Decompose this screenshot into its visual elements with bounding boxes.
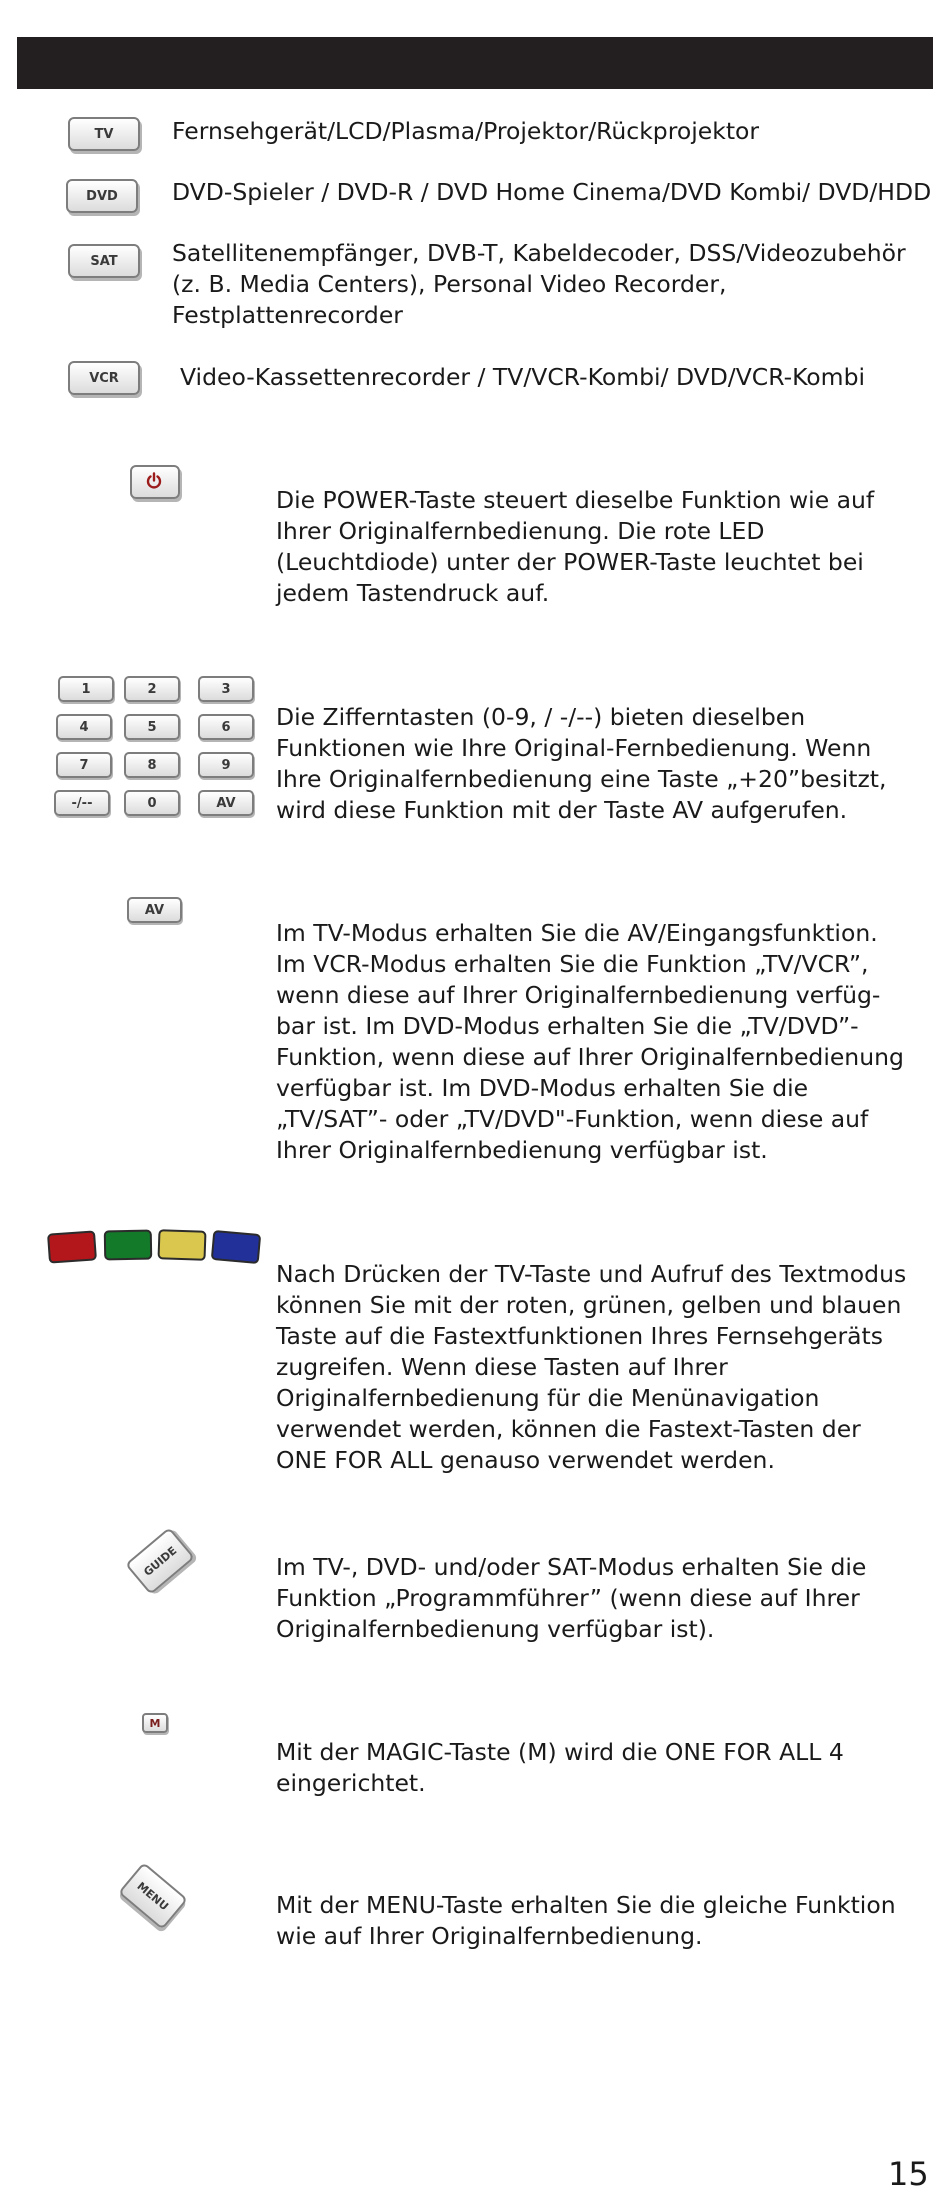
- sat-mode-description: Satellitenempfänger, DVB-T, Kabeldecoder, DSS/Videozubehör (z. B. Media Centers), Personal Video Recorder, Festplattenrecorder: [172, 239, 906, 329]
- fastext-yellow-button: [157, 1229, 206, 1261]
- power-button: [130, 465, 180, 499]
- dvd-mode-description: DVD-Spieler / DVD-R / DVD Home Cinema/DVD Kombi/ DVD/HDD: [172, 178, 932, 206]
- menu-button: MENU: [118, 1862, 188, 1930]
- magic-description: Mit der MAGIC-Taste (M) wird die ONE FOR ALL 4 eingerichtet.: [276, 1738, 844, 1797]
- sat-mode-button: SAT: [68, 244, 140, 278]
- tv-mode-button: TV: [68, 117, 140, 151]
- menu-description: Mit der MENU-Taste erhalten Sie die gleiche Funktion wie auf Ihrer Originalfernbedienung.: [276, 1891, 896, 1950]
- key-av: AV: [198, 790, 254, 816]
- key-7: 7: [56, 752, 112, 778]
- fastext-red-button: [47, 1230, 97, 1263]
- key-dash: -/--: [54, 790, 110, 816]
- guide-button: GUIDE: [125, 1527, 195, 1595]
- dvd-mode-button: DVD: [66, 179, 138, 213]
- page-number: 15: [888, 2155, 929, 2193]
- key-4: 4: [56, 714, 112, 740]
- guide-description: Im TV-, DVD- und/oder SAT-Modus erhalten Sie die Funktion „Programmführer” (wenn diese auf Ihrer Originalfernbedienung verfügbar ist).: [276, 1553, 867, 1643]
- power-description: Die POWER-Taste steuert dieselbe Funktion wie auf Ihrer Originalfernbedienung. Die rote LED (Leuchtdiode) unter der POWER-Taste leuchtet bei jedem Tastendruck auf.: [276, 486, 875, 607]
- vcr-mode-description: Video-Kassettenrecorder / TV/VCR-Kombi/ DVD/VCR-Kombi: [180, 363, 866, 391]
- power-icon: [145, 472, 163, 490]
- numeric-description: Die Zifferntasten (0-9, / -/--) bieten dieselben Funktionen wie Ihre Original-Fernbedienung. Wenn Ihre Originalfernbedienung eine Taste „+20”besitzt, wird diese Funktion mit der Taste AV aufgerufen.: [276, 703, 887, 824]
- key-9: 9: [198, 752, 254, 778]
- key-5: 5: [124, 714, 180, 740]
- av-description: Im TV-Modus erhalten Sie die AV/Eingangsfunktion. Im VCR-Modus erhalten Sie die Funktion „TV/VCR”, wenn diese auf Ihrer Originalfernbedienung verfüg- bar ist. Im DVD-Modus erhalten Sie die „TV/DVD”- Funktion, wenn diese auf Ihrer Originalfernbedienung verfügbar ist. Im DVD-Modus erhalten Sie die „TV/SAT”- oder „TV/DVD"-Funktion, wenn diese auf Ihrer Originalfernbedienung verfügbar ist.: [276, 919, 904, 1164]
- vcr-mode-button: VCR: [68, 361, 140, 395]
- key-8: 8: [124, 752, 180, 778]
- key-3: 3: [198, 676, 254, 702]
- fastext-blue-button: [211, 1230, 261, 1264]
- fastext-description: Nach Drücken der TV-Taste und Aufruf des Textmodus können Sie mit der roten, grünen, gelben und blauen Taste auf die Fastextfunktionen Ihres Fernsehgeräts zugreifen. Wenn diese Tasten auf Ihrer Originalfernbedienung für die Menünavigation verwendet werden, können die Fastext-Tasten der ONE FOR ALL genauso verwendet werden.: [276, 1260, 907, 1474]
- header-bar: [17, 37, 933, 89]
- key-2: 2: [124, 676, 180, 702]
- key-1: 1: [58, 676, 114, 702]
- fastext-green-button: [104, 1230, 153, 1261]
- tv-mode-description: Fernsehgerät/LCD/Plasma/Projektor/Rückprojektor: [172, 117, 760, 145]
- key-0: 0: [124, 790, 180, 816]
- magic-button: M: [142, 1713, 168, 1733]
- key-6: 6: [198, 714, 254, 740]
- av-button: AV: [127, 897, 182, 923]
